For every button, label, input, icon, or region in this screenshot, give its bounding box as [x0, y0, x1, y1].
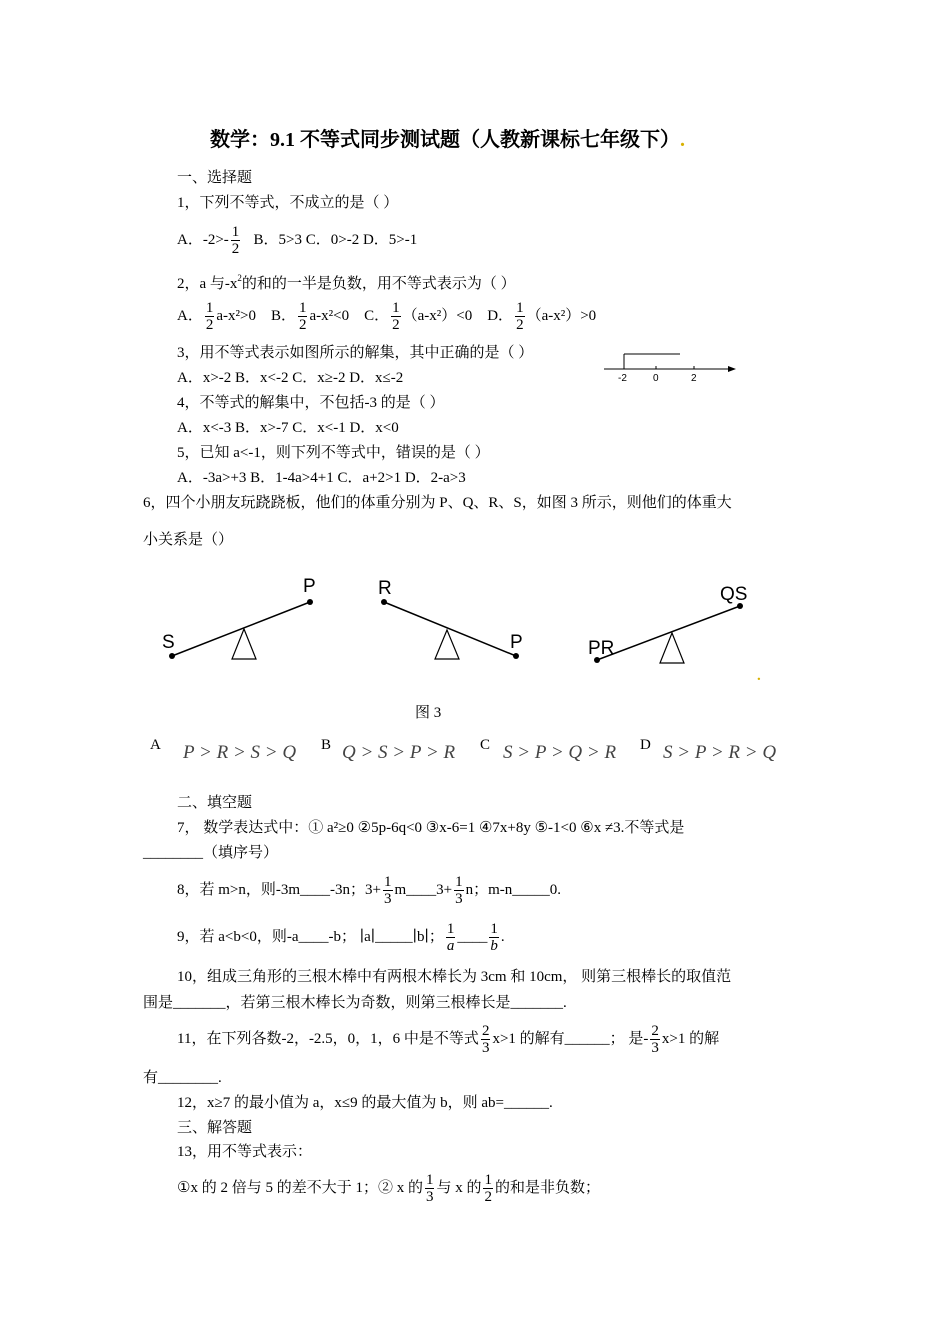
tick-label: 0 [653, 373, 659, 384]
q5-stem: 5，已知 a<-1，则下列不等式中，错误的是（ ） [177, 445, 490, 461]
seesaw-3-right-label: QS [720, 584, 748, 605]
q1-options-rest: B．5>3 C．0>-2 D．5>-1 [253, 232, 418, 248]
q5-options: A．-3a>+3 B．1-4a>4+1 C．a+2>1 D．2-a>3 [177, 470, 466, 486]
number-line-arrow [728, 366, 736, 372]
q12: 12，x≥7 的最小值为 a，x≤9 的最大值为 b，则 ab=______. [177, 1095, 553, 1111]
q2-options: A． $\frac{1}{2}$ a-x²>0 B． $\frac{1}{2}$ a-x²<0 C． $\frac{1}{2}$ （a-x²）<0 D． $\frac{1}{2}$ （a-x²）>0 [177, 300, 597, 334]
q6-line2: 小关系是（） [143, 532, 234, 548]
seesaw-2 [378, 578, 523, 659]
q10-line2: 围是_______，若第三根木棒长为奇数，则第三根棒长是_______. [143, 995, 567, 1011]
q1-option-a: A．-2>- [177, 232, 229, 248]
q7-line1: 7， 数学表达式中：① a²≥0 ②5p-6q<0 ③x-6=1 ④7x+8y ⑤-1<0 ⑥x ≠3.不等式是 [177, 820, 685, 836]
page-title-text: 数学：9.1 不等式同步测试题（人教新课标七年级下） [210, 129, 680, 151]
q4-stem: 4，不等式的解集中，不包括-3 的是（ ） [177, 395, 445, 411]
fraction: $\frac{1}{2}$ [231, 224, 240, 258]
q9: 9，若 a<b<0，则-a____-b； ∣a∣_____∣b∣； $\frac{1}{a}$ ____ $\frac{1}{b}$ . [177, 921, 505, 955]
q3-stem: 3，用不等式表示如图所示的解集，其中正确的是（ ） [177, 345, 534, 361]
title-dot: . [680, 129, 685, 151]
q13-items: ①x 的 2 倍与 5 的差不大于 1；② x 的 $\frac{1}{3}$ 与 x 的 $\frac{1}{2}$ 的和是非负数； [177, 1172, 600, 1206]
section-answer: 三、解答题 [177, 1120, 253, 1136]
number-line-figure [598, 348, 738, 384]
seesaw-figures [150, 570, 790, 690]
seesaw-1 [162, 576, 316, 659]
seesaw-3 [588, 584, 747, 663]
seesaw-2-right-label: P [510, 632, 523, 653]
decor-dot: . [757, 668, 761, 684]
q7-line2: ________（填序号） [143, 845, 279, 861]
section-fill: 二、填空题 [177, 795, 253, 811]
section-choice: 一、选择题 [177, 170, 253, 186]
q1-options [177, 218, 417, 262]
page-title [210, 130, 685, 150]
q11-line2: 有________. [143, 1070, 222, 1086]
seesaw-2-left-label: R [378, 578, 392, 599]
q4-options: A．x<-3 B．x>-7 C．x<-1 D．x<0 [177, 420, 399, 436]
q6-option-d: S > P > R > Q [663, 742, 777, 763]
figure-caption: 图 3 [415, 705, 442, 721]
q1-stem: 1，下列不等式，不成立的是（ ） [177, 195, 399, 211]
q6-option-c-label: C [480, 737, 491, 753]
seesaw-3-left-label: PR [588, 638, 615, 659]
q8: 8，若 m>n，则-3m____-3n；3+ $\frac{1}{3}$ m____3+ $\frac{1}{3}$ n；m-n_____0. [177, 874, 562, 908]
q6-option-a-label: A [150, 737, 161, 753]
q10-line1: 10，组成三角形的三根木棒中有两根木棒长为 3cm 和 10cm， 则第三根棒长的取值范 [177, 969, 732, 985]
q6-line1: 6，四个小朋友玩跷跷板，他们的体重分别为 P、Q、R、S，如图 3 所示，则他们的体重大 [143, 495, 732, 511]
q6-option-a: P > R > S > Q [183, 742, 297, 763]
q13-stem: 13，用不等式表示： [177, 1144, 313, 1160]
q11: 11，在下列各数-2，-2.5，0，1，6 中是不等式 $\frac{2}{3}$ x>1 的解有______； 是- $\frac{2}{3}$ x>1 的解 [177, 1023, 720, 1057]
q6-option-d-label: D [640, 737, 651, 753]
tick-label: 2 [691, 373, 697, 384]
q6-option-b-label: B [321, 737, 332, 753]
q6-option-c: S > P > Q > R [503, 742, 617, 763]
q2-stem: 2，a 与$-x^2$的和的一半是负数，用不等式表示为（ ） [177, 273, 516, 292]
q6-option-b: Q > S > P > R [342, 742, 456, 763]
tick-label: -2 [618, 373, 627, 384]
q3-options: A．x>-2 B．x<-2 C．x≥-2 D．x≤-2 [177, 370, 404, 386]
seesaw-1-left-label: S [162, 632, 175, 653]
seesaw-1-right-label: P [303, 576, 316, 597]
